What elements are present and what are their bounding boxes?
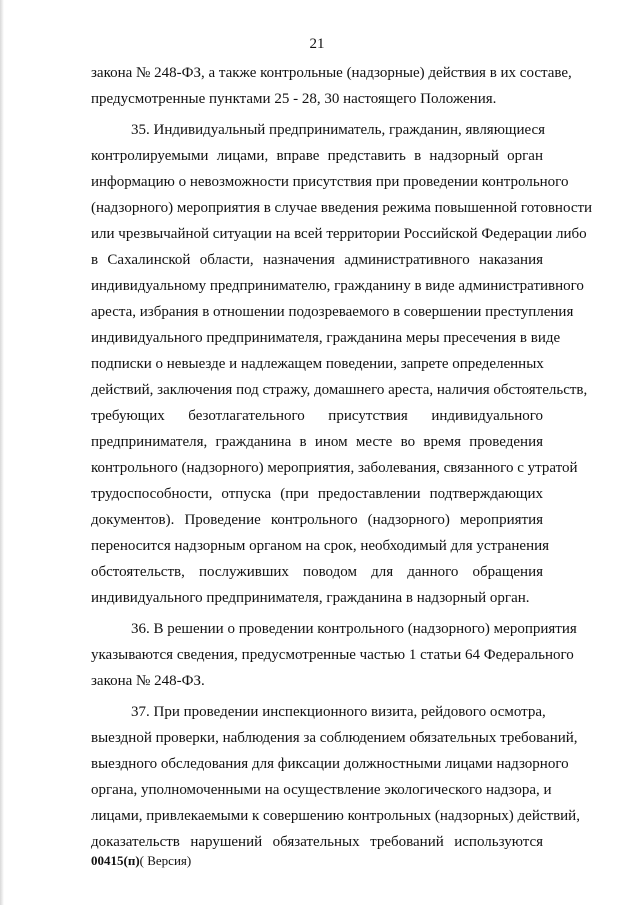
text-line: 35. Индивидуальный предприниматель, гражданин, являющиеся: [131, 122, 546, 138]
version-label: ( Версия): [139, 853, 192, 868]
page-number: 21: [309, 36, 325, 52]
text-line: трудоспособности, отпуска (при предоставлении подтверждающих: [91, 486, 543, 502]
text-line: в Сахалинской области, назначения административного наказания: [91, 252, 543, 268]
document-footer: [91, 853, 191, 869]
text-line: выездного обследования для фиксации должностными лицами надзорного: [91, 756, 569, 772]
document-code: 00415(п): [91, 853, 140, 868]
text-line: закона № 248-ФЗ.: [91, 673, 205, 689]
text-line: подписки о невыезде и надлежащем поведении, запрете определенных: [91, 356, 544, 372]
text-line: указываются сведения, предусмотренные частью 1 статьи 64 Федерального: [91, 647, 574, 663]
text-line: контролируемыми лицами, вправе представить в надзорный орган: [91, 148, 543, 164]
text-line: обстоятельств, послуживших поводом для данного обращения: [91, 564, 543, 580]
text-line: индивидуальному предпринимателю, гражданину в виде административного: [91, 278, 584, 294]
text-line: органа, уполномоченными на осуществление экологического надзора, и: [91, 782, 552, 798]
text-line: 37. При проведении инспекционного визита, рейдового осмотра,: [131, 704, 546, 720]
text-line: (надзорного) мероприятия в случае введения режима повышенной готовности: [91, 200, 593, 216]
text-line: документов). Проведение контрольного (надзорного) мероприятия: [91, 512, 543, 528]
text-line: индивидуального предпринимателя, гражданина меры пресечения в виде: [91, 330, 561, 346]
text-line: предпринимателя, гражданина в ином месте во время проведения: [91, 434, 543, 450]
text-line: выездной проверки, наблюдения за соблюдением обязательных требований,: [91, 730, 578, 746]
text-line: контрольного (надзорного) мероприятия, заболевания, связанного с утратой: [91, 460, 578, 476]
text-line: индивидуального предпринимателя, гражданина в надзорный орган.: [91, 590, 530, 606]
text-line: ареста, избрания в отношении подозреваемого в совершении преступления: [91, 304, 574, 320]
text-line: закона № 248-ФЗ, а также контрольные (надзорные) действия в их составе,: [91, 65, 572, 81]
text-line: требующих безотлагательного присутствия индивидуального: [91, 408, 543, 424]
text-line: лицами, привлекаемыми к совершению контрольных (надзорных) действий,: [91, 808, 580, 824]
text-line: или чрезвычайной ситуации на всей территории Российской Федерации либо: [91, 226, 587, 242]
text-line: информацию о невозможности присутствия при проведении контрольного: [91, 174, 569, 190]
scan-edge: [0, 0, 4, 905]
text-line: предусмотренные пунктами 25 - 28, 30 настоящего Положения.: [91, 91, 497, 107]
text-line: переносится надзорным органом на срок, необходимый для устранения: [91, 538, 550, 554]
text-line: доказательств нарушений обязательных требований используются: [91, 834, 543, 850]
text-line: 36. В решении о проведении контрольного (надзорного) мероприятия: [131, 621, 577, 637]
text-line: действий, заключения под стражу, домашнего ареста, наличия обстоятельств,: [91, 382, 588, 398]
